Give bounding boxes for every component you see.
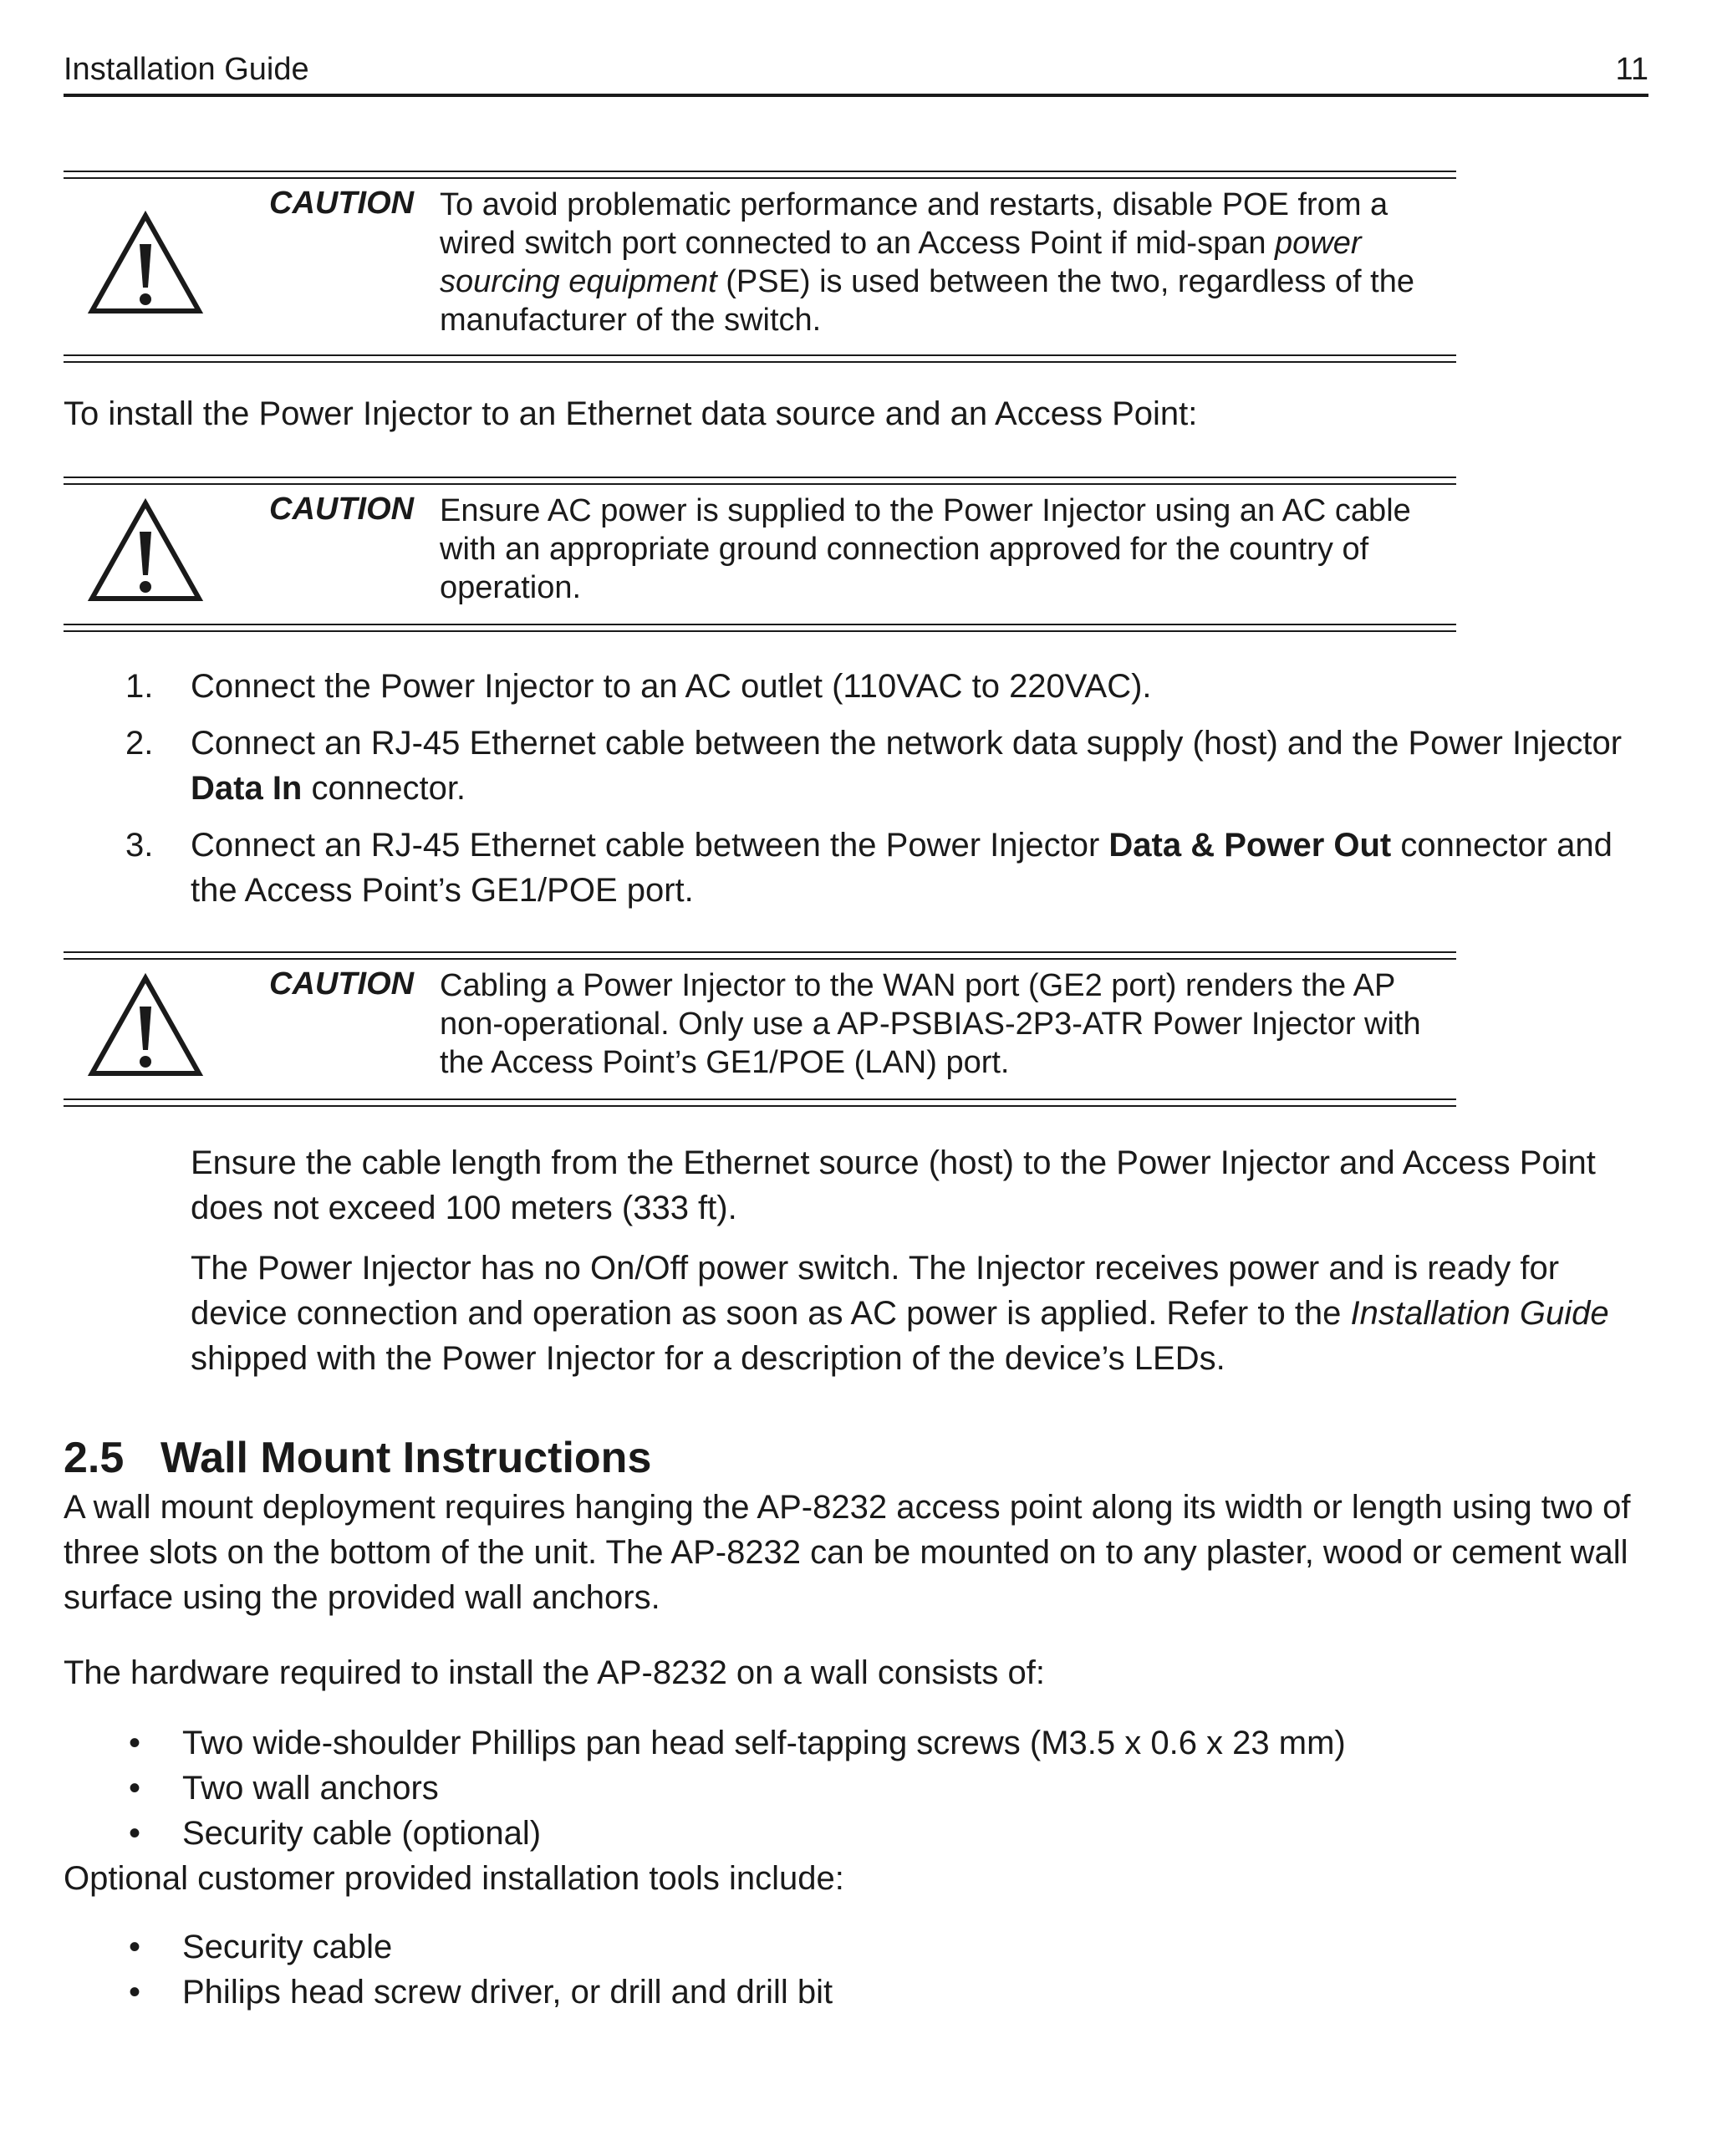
bullet-icon: • xyxy=(129,1974,141,2011)
warning-triangle-icon xyxy=(87,973,204,1078)
caution-box-2 xyxy=(64,477,1456,632)
cable-length-note: Ensure the cable length from the Ethernet source (host) to the Power Injector and Access Point does not exceed 100 meters (333 ft). xyxy=(191,1144,1596,1226)
header-title: Installation Guide xyxy=(64,52,309,87)
section-heading xyxy=(64,1431,651,1485)
warning-triangle-icon xyxy=(87,211,204,316)
step-text: Connect the Power Injector to an AC outlet (110VAC to 220VAC). xyxy=(191,668,1152,705)
caution-text: Cabling a Power Injector to the WAN port (GE2 port) renders the AP non-operational. Only use a AP-PSBIAS-2P3-ATR Power Injector with the Access Point’s GE1/POE (LAN) port. xyxy=(440,968,1421,1080)
warning-triangle-icon xyxy=(87,498,204,604)
step-number: 3. xyxy=(125,827,154,864)
power-switch-note: The Power Injector has no On/Off power switch. The Injector receives power and is ready for device connection and operation as soon as AC power is applied. Refer to the Installation Guide shipped with the Power Injector for a description of the device’s LEDs. xyxy=(191,1250,1609,1377)
step-text: Connect an RJ-45 Ethernet cable between the network data supply (host) and the Power Injector Data In connector. xyxy=(191,725,1623,807)
intro-text: To install the Power Injector to an Ethernet data source and an Access Point: xyxy=(64,395,1198,432)
tool-item: Philips head screw driver, or drill and drill bit xyxy=(182,1974,833,2011)
tools-intro: Optional customer provided installation tools include: xyxy=(64,1860,844,1897)
bullet-icon: • xyxy=(129,1815,141,1852)
bullet-icon: • xyxy=(129,1725,141,1761)
caution-box-3 xyxy=(64,951,1456,1107)
caution-text: Ensure AC power is supplied to the Power Injector using an AC cable with an appropriate ground connection approved for the country of operation. xyxy=(440,493,1411,605)
hardware-intro: The hardware required to install the AP-8232 on a wall consists of: xyxy=(64,1654,1045,1691)
caution-box-1 xyxy=(64,171,1456,363)
section-number: 2.5 xyxy=(64,1434,125,1482)
bullet-icon: • xyxy=(129,1929,141,1965)
wall-mount-paragraph: A wall mount deployment requires hanging the AP-8232 access point along its width or length using two of three slots on the bottom of the unit. The AP-8232 can be mounted on to any plaster, wood or cement wall surface using the provided wall anchors. xyxy=(64,1489,1631,1616)
section-title: Wall Mount Instructions xyxy=(160,1434,652,1482)
caution-text: To avoid problematic performance and restarts, disable POE from a wired switch port connected to an Access Point if mid-span power sourcing equipment (PSE) is used between the two, regardless of the manufacturer of the switch. xyxy=(440,187,1414,338)
caution-label: CAUTION xyxy=(269,186,415,221)
step-number: 1. xyxy=(125,668,154,705)
step-text: Connect an RJ-45 Ethernet cable between the Power Injector Data & Power Out connector and the Access Point’s GE1/POE port. xyxy=(191,827,1613,909)
hardware-item: Security cable (optional) xyxy=(182,1815,542,1852)
caution-label: CAUTION xyxy=(269,966,415,1002)
hardware-item: Two wall anchors xyxy=(182,1770,439,1807)
hardware-item: Two wide-shoulder Phillips pan head self-tapping screws (M3.5 x 0.6 x 23 mm) xyxy=(182,1725,1346,1761)
step-number: 2. xyxy=(125,725,154,762)
page-number: 11 xyxy=(1615,52,1648,87)
caution-label: CAUTION xyxy=(269,492,415,527)
bullet-icon: • xyxy=(129,1770,141,1807)
page-header xyxy=(64,52,1648,97)
tool-item: Security cable xyxy=(182,1929,393,1965)
